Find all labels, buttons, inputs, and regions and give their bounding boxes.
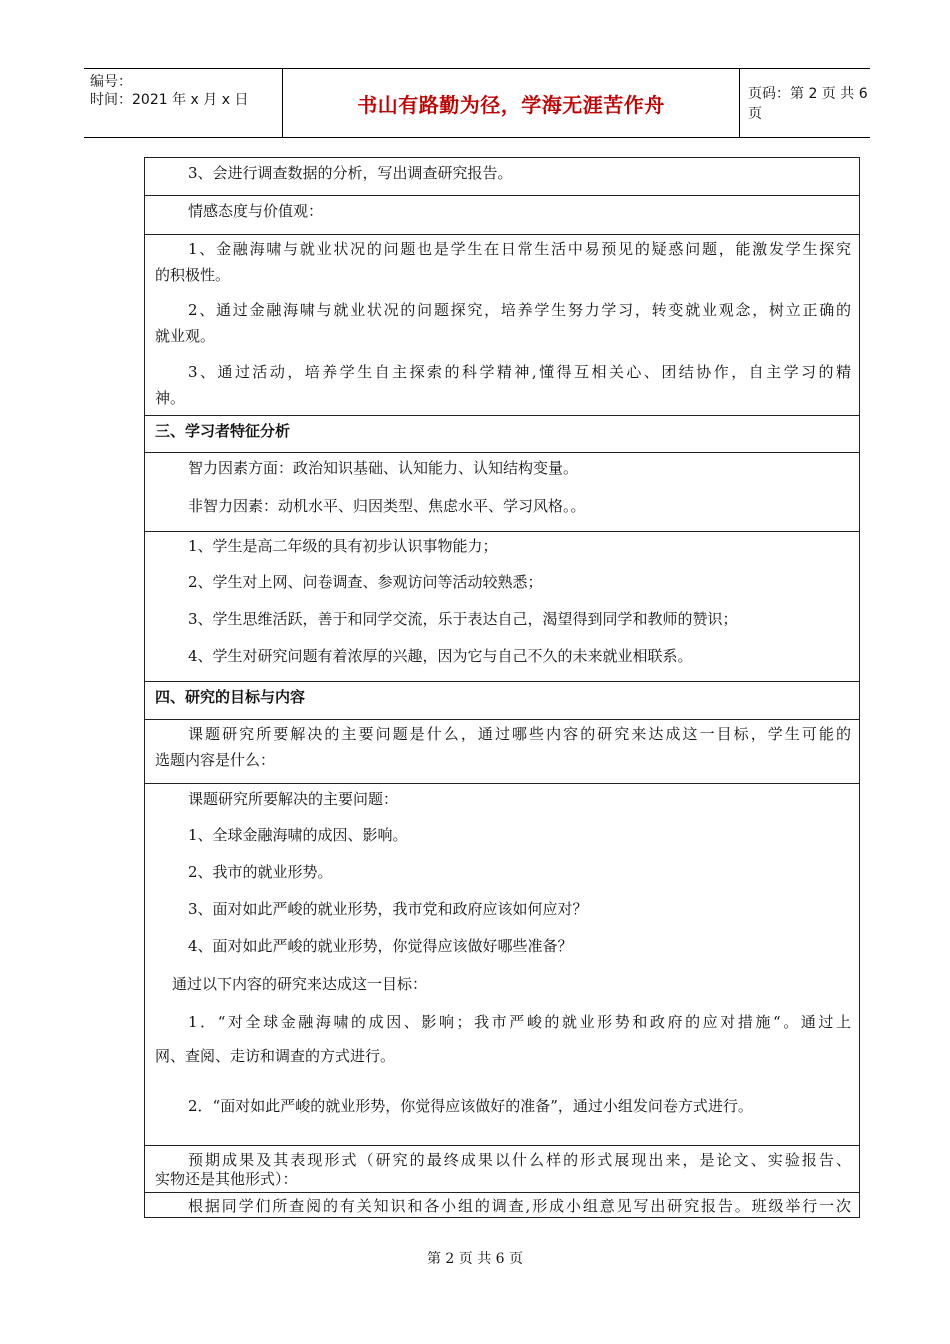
page-code: 页码：第 2 页 共 6 页: [748, 86, 868, 122]
learner-item-3: 3、学生思维活跃，善于和同学交流，乐于表达自己，渴望得到同学和教师的赞识；: [188, 610, 738, 628]
row-divider: [145, 415, 859, 416]
header-meta: [84, 69, 282, 137]
emotion-item-3-line1: 3、通过活动，培养学生自主探索的科学精神,懂得互相关心、团结协作，自主学习的精: [188, 363, 851, 381]
goals-intro-line1: 课题研究所要解决的主要问题是什么，通过哪些内容的研究来达成这一目标，学生可能的: [188, 725, 851, 743]
method-item-1-line1: 1．“对全球金融海啸的成因、影响；我市严峻的就业形势和政府的应对措施“。通过上: [188, 1013, 851, 1031]
section-label-emotion: 情感态度与价值观：: [188, 202, 324, 220]
emotion-item-2-line2: 就业观。: [155, 327, 216, 345]
row-divider: [145, 452, 859, 453]
header-slogan-cell: [282, 69, 740, 137]
emotion-item-2-line1: 2、通过金融海啸与就业状况的问题探究，培养学生努力学习，转变就业观念，树立正确的: [188, 301, 851, 319]
row-divider: [145, 195, 859, 196]
page-header: [84, 68, 870, 138]
goals-intro-line2: 选题内容是什么：: [155, 751, 276, 769]
outcome-intro-line1: 预期成果及其表现形式（研究的最终成果以什么样的形式展现出来，是论文、实验报告、: [188, 1151, 851, 1169]
row-divider: [145, 719, 859, 720]
slogan: 书山有路勤为径，学海无涯苦作舟: [357, 92, 665, 117]
row-divider: [145, 234, 859, 235]
section-heading-learner: 三、学习者特征分析: [155, 422, 291, 440]
learner-nonintellectual: 非智力因素：动机水平、归因类型、焦虑水平、学习风格。。: [188, 497, 586, 515]
row-divider: [145, 1192, 859, 1193]
emotion-item-3-line2: 神。: [155, 389, 186, 407]
learner-item-4: 4、学生对研究问题有着浓厚的兴趣，因为它与自己不久的未来就业相联系。: [188, 647, 693, 665]
code-label: 编号：: [90, 74, 132, 90]
outcome-text: 根据同学们所查阅的有关知识和各小组的调查,形成小组意见写出研究报告。班级举行一次: [188, 1197, 851, 1215]
row-divider: [145, 783, 859, 784]
problem-item-2: 2、我市的就业形势。: [188, 863, 333, 881]
emotion-item-1-line1: 1、金融海啸与就业状况的问题也是学生在日常生活中易预见的疑惑问题，能激发学生探究: [188, 240, 851, 258]
method-item-2: 2．“面对如此严峻的就业形势，你觉得应该做好的准备”，通过小组发问卷方式进行。: [188, 1097, 753, 1115]
problem-item-1: 1、全球金融海啸的成因、影响。: [188, 826, 408, 844]
page-footer: 第 2 页 共 6 页: [426, 1251, 524, 1267]
skill-item-3: 3、会进行调查数据的分析，写出调查研究报告。: [188, 164, 513, 182]
emotion-item-1-line2: 的积极性。: [155, 266, 231, 284]
learner-item-1: 1、学生是高二年级的具有初步认识事物能力；: [188, 537, 498, 555]
method-label: 通过以下内容的研究来达成这一目标：: [172, 975, 428, 993]
outcome-intro-line2: 实物还是其他形式）：: [155, 1170, 298, 1188]
section-heading-goals: 四、研究的目标与内容: [155, 688, 306, 706]
problem-item-3: 3、面对如此严峻的就业形势，我市党和政府应该如何应对？: [188, 900, 588, 918]
content-table: [144, 157, 860, 1218]
method-item-1-line2: 网、查阅、走访和调查的方式进行。: [155, 1047, 396, 1065]
time-line: 时间：2021 年 x 月 x 日: [90, 92, 249, 108]
learner-item-2: 2、学生对上网、问卷调查、参观访问等活动较熟悉；: [188, 573, 543, 591]
row-divider: [145, 681, 859, 682]
row-divider: [145, 531, 859, 532]
row-divider: [145, 1145, 859, 1146]
learner-intellectual: 智力因素方面：政治知识基础、认知能力、认知结构变量。: [188, 459, 579, 477]
problems-label: 课题研究所要解决的主要问题：: [188, 790, 399, 808]
header-page-cell: [740, 69, 870, 137]
problem-item-4: 4、面对如此严峻的就业形势，你觉得应该做好哪些准备？: [188, 937, 573, 955]
